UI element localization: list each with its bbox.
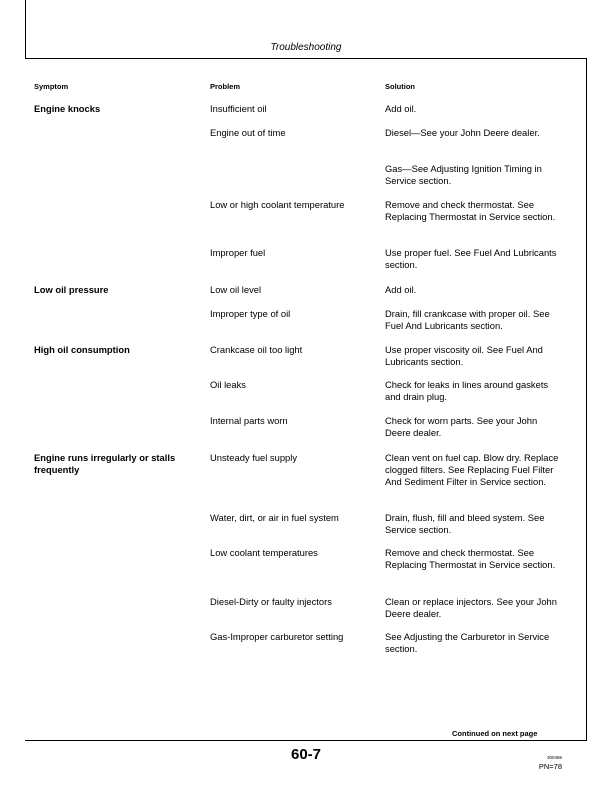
problem-cell: Oil leaks xyxy=(210,379,246,390)
solution-cell: Drain, flush, fill and bleed system. See Service section. xyxy=(385,512,545,535)
solution-cell: Clean or replace injectors. See your John Deere dealer. xyxy=(385,596,557,619)
symptom-cell: Engine runs irregularly or stalls frequently xyxy=(34,452,176,475)
solution-cell: Diesel—See your John Deere dealer. xyxy=(385,127,540,138)
solution-cell: Add oil. xyxy=(385,103,417,114)
solution-cell: Use proper fuel. See Fuel And Lubricants section. xyxy=(385,247,557,270)
solution-cell: Drain, fill crankcase with proper oil. See Fuel And Lubricants section. xyxy=(385,308,550,331)
pn-number: PN=78 xyxy=(538,762,562,771)
problem-cell: Crankcase oil too light xyxy=(210,344,303,355)
problem-cell: Improper type of oil xyxy=(210,308,291,319)
symptom-cell: Engine knocks xyxy=(34,103,101,114)
problem-cell: Gas-Improper carburetor setting xyxy=(210,631,344,642)
solution-cell: Remove and check thermostat. See Replacing Thermostat in Service section. xyxy=(385,199,556,222)
column-header-problem: Problem xyxy=(210,82,241,91)
solution-cell: Gas—See Adjusting Ignition Timing in Service section. xyxy=(385,163,542,186)
document-code: 300486 xyxy=(546,755,562,760)
column-header-symptom: Symptom xyxy=(34,82,69,91)
page-number: 60-7 xyxy=(290,746,322,763)
continued-note: Continued on next page xyxy=(452,729,538,738)
column-header-solution: Solution xyxy=(385,82,415,91)
solution-cell: Remove and check thermostat. See Replacing Thermostat in Service section. xyxy=(385,547,556,570)
problem-cell: Unsteady fuel supply xyxy=(210,452,298,463)
problem-cell: Water, dirt, or air in fuel system xyxy=(210,512,339,523)
problem-cell: Improper fuel xyxy=(210,247,266,258)
problem-cell: Low coolant temperatures xyxy=(210,547,318,558)
solution-cell: Check for worn parts. See your John Deere dealer. xyxy=(385,415,538,438)
symptom-cell: Low oil pressure xyxy=(34,284,109,295)
solution-cell: Add oil. xyxy=(385,284,417,295)
problem-cell: Internal parts worn xyxy=(210,415,288,426)
problem-cell: Diesel-Dirty or faulty injectors xyxy=(210,596,332,607)
section-header: Troubleshooting xyxy=(270,42,342,53)
problem-cell: Insufficient oil xyxy=(210,103,267,114)
problem-cell: Low oil level xyxy=(210,284,262,295)
problem-cell: Low or high coolant temperature xyxy=(210,199,345,210)
symptom-cell: High oil consumption xyxy=(34,344,130,355)
solution-cell: See Adjusting the Carburetor in Service section. xyxy=(385,631,550,654)
solution-cell: Use proper viscosity oil. See Fuel And Lubricants section. xyxy=(385,344,543,367)
solution-cell: Check for leaks in lines around gaskets and drain plug. xyxy=(385,379,549,402)
problem-cell: Engine out of time xyxy=(210,127,286,138)
solution-cell: Clean vent on fuel cap. Blow dry. Replace clogged filters. See Replacing Fuel Filter And Sediment Filter in Service section. xyxy=(385,452,559,487)
